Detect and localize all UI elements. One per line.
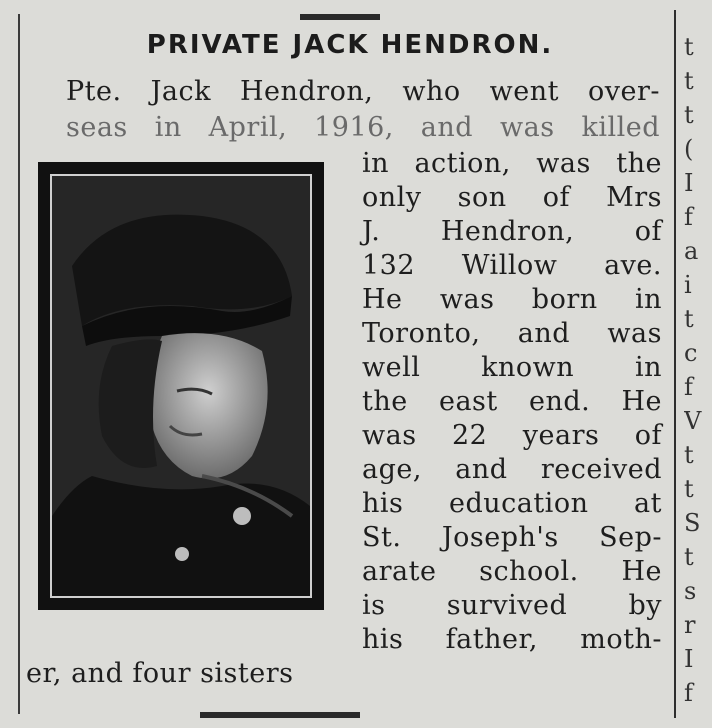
fragment: s [684, 577, 697, 605]
fragment: a [684, 237, 699, 265]
fragment: t [684, 475, 694, 503]
soldier-photo-frame [38, 162, 324, 610]
article-line: arate school. He [362, 556, 662, 587]
article-line: seas in April, 1916, and was killed [66, 112, 660, 143]
fragment: S [684, 509, 701, 537]
article-line: his father, moth- [362, 624, 662, 655]
article-line: 132 Willow ave. [362, 250, 662, 281]
fragment: t [684, 305, 694, 333]
article-line: J. Hendron, of [362, 216, 662, 247]
headline: PRIVATE JACK HENDRON. [146, 30, 554, 60]
soldier-portrait-icon [52, 176, 310, 596]
article-line: St. Joseph's Sep- [362, 522, 662, 553]
fragment: t [684, 33, 694, 61]
article-line: Toronto, and was [362, 318, 662, 349]
fragment: I [684, 169, 694, 197]
article-line: in action, was the [362, 148, 662, 179]
fragment: t [684, 441, 694, 469]
fragment: V [684, 407, 702, 435]
fragment: ( [684, 135, 694, 163]
column-rule-right [674, 10, 676, 718]
article-line: his education at [362, 488, 662, 519]
column-rule-left [18, 14, 20, 714]
fragment: f [684, 203, 693, 231]
article-line: is survived by [362, 590, 662, 621]
fragment: r [684, 611, 696, 639]
fragment: i [684, 271, 692, 299]
article-line: Pte. Jack Hendron, who went over- [66, 76, 660, 107]
fragment: f [684, 679, 693, 707]
article-line: He was born in [362, 284, 662, 315]
fragment: t [684, 101, 694, 129]
top-rule [300, 14, 380, 20]
article-line: the east end. He [362, 386, 662, 417]
bottom-rule [200, 712, 360, 718]
fragment: t [684, 67, 694, 95]
article-line: age, and received [362, 454, 662, 485]
article-line: well known in [362, 352, 662, 383]
article-line: was 22 years of [362, 420, 662, 451]
fragment: f [684, 373, 693, 401]
fragment: t [684, 543, 694, 571]
article-line: only son of Mrs [362, 182, 662, 213]
soldier-photo [50, 174, 312, 598]
article-line: er, and four sisters [26, 658, 294, 689]
adjacent-column-fragments [684, 30, 712, 710]
fragment: I [684, 645, 694, 673]
fragment: c [684, 339, 698, 367]
